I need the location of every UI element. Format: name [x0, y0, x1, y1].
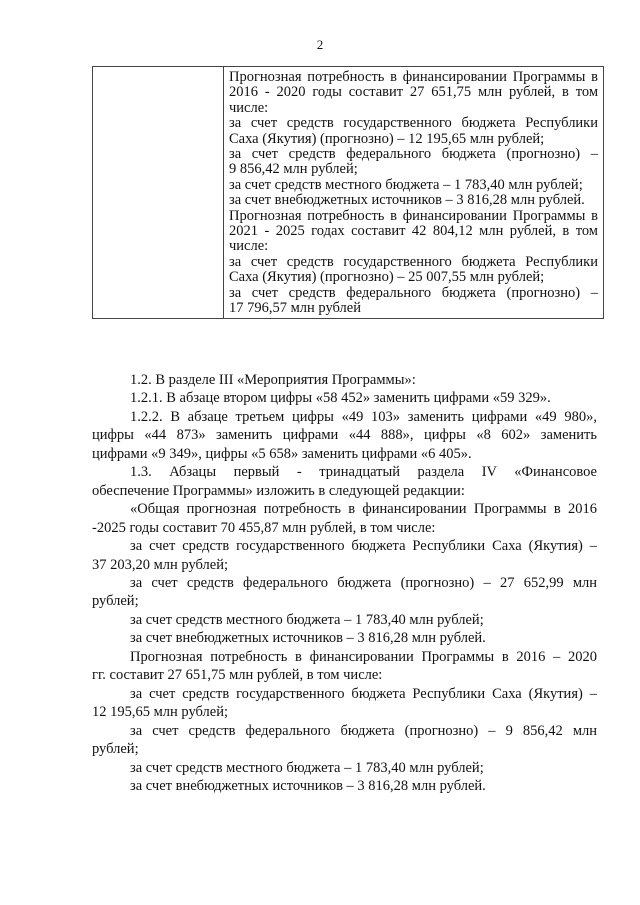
body-line: 1.2.1. В абзаце втором цифры «58 452» заменить цифрами «59 329». [130, 390, 551, 407]
table-line: 9 856,42 млн рублей; [229, 162, 358, 178]
table-line: Прогнозная потребность в финансировании Программы в [229, 70, 598, 85]
body-line: 1.2.2. В абзаце третьем цифры «49 103» заменить цифрами «49 980», [130, 408, 597, 425]
table-line: Саха (Якутия) (прогнозно) – 12 195,65 млн рублей; [229, 131, 545, 147]
table-line: 2021 - 2025 годах составит 42 804,12 млн рублей, в том [229, 224, 598, 240]
body-line: за счет средств местного бюджета – 1 783,40 млн рублей; [130, 759, 484, 776]
body-line: 1.3. Абзацы первый - тринадцатый раздела IV «Финансовое [130, 464, 597, 481]
body-line: за счет средств государственного бюджета Республики Саха (Якутия) – [130, 685, 597, 702]
table-line: Саха (Якутия) (прогнозно) – 25 007,55 млн рублей; [229, 270, 545, 286]
table-line: за счет средств федерального бюджета (прогнозно) – [229, 147, 598, 163]
body-line: 37 203,20 млн рублей; [92, 556, 229, 573]
body-line: за счет средств местного бюджета – 1 783,40 млн рублей; [130, 611, 484, 628]
table-empty-cell [93, 67, 224, 319]
table-text-cell [224, 67, 604, 319]
document-body [92, 371, 597, 795]
body-line: обеспечение Программы» изложить в следующей редакции: [92, 482, 465, 499]
table-line: за счет внебюджетных источников – 3 816,28 млн рублей. [229, 193, 585, 209]
table-line: за счет средств местного бюджета – 1 783,40 млн рублей; [229, 177, 583, 193]
table-line: числе: [229, 239, 269, 255]
table-line: 2016 - 2020 годы составит 27 651,75 млн рублей, в том [229, 85, 598, 101]
body-line: за счет средств федерального бюджета (прогнозно) – 27 652,99 млн [130, 574, 597, 591]
body-line: цифры «44 873» заменить цифрами «44 888», цифры «8 602» заменить [92, 427, 597, 444]
body-line: за счет внебюджетных источников – 3 816,28 млн рублей. [130, 777, 486, 794]
body-line: 12 195,65 млн рублей; [92, 704, 229, 721]
body-line: за счет средств федерального бюджета (прогнозно) – 9 856,42 млн [130, 722, 597, 739]
table-line: за счет средств государственного бюджета Республики [229, 254, 598, 270]
body-line: Прогнозная потребность в финансировании Программы в 2016 – 2020 [130, 648, 597, 665]
table-row [93, 67, 604, 319]
table-line: за счет средств государственного бюджета Республики [229, 116, 598, 132]
table-line: за счет средств федерального бюджета (прогнозно) – [229, 285, 598, 301]
body-line: 1.2. В разделе III «Мероприятия Программы»: [130, 372, 416, 388]
body-line: гг. составит 27 651,75 млн рублей, в том числе: [92, 667, 383, 684]
table-line: 17 796,57 млн рублей [229, 301, 361, 317]
table-line: Прогнозная потребность в финансировании Программы в [229, 208, 598, 224]
body-line: за счет средств государственного бюджета Республики Саха (Якутия) – [130, 538, 597, 555]
financing-table [92, 66, 604, 319]
body-line: за счет внебюджетных источников – 3 816,28 млн рублей. [130, 630, 486, 647]
body-line: рублей; [92, 593, 139, 610]
page-number: 2 [316, 37, 324, 52]
body-line: «Общая прогнозная потребность в финансировании Программы в 2016 [130, 501, 597, 518]
body-line: цифрами «9 349», цифры «5 658» заменить цифрами «6 405». [92, 445, 472, 462]
body-line: рублей; [92, 741, 139, 758]
table-line: числе: [229, 100, 269, 116]
body-line: -2025 годы составит 70 455,87 млн рублей, в том числе: [92, 519, 436, 536]
